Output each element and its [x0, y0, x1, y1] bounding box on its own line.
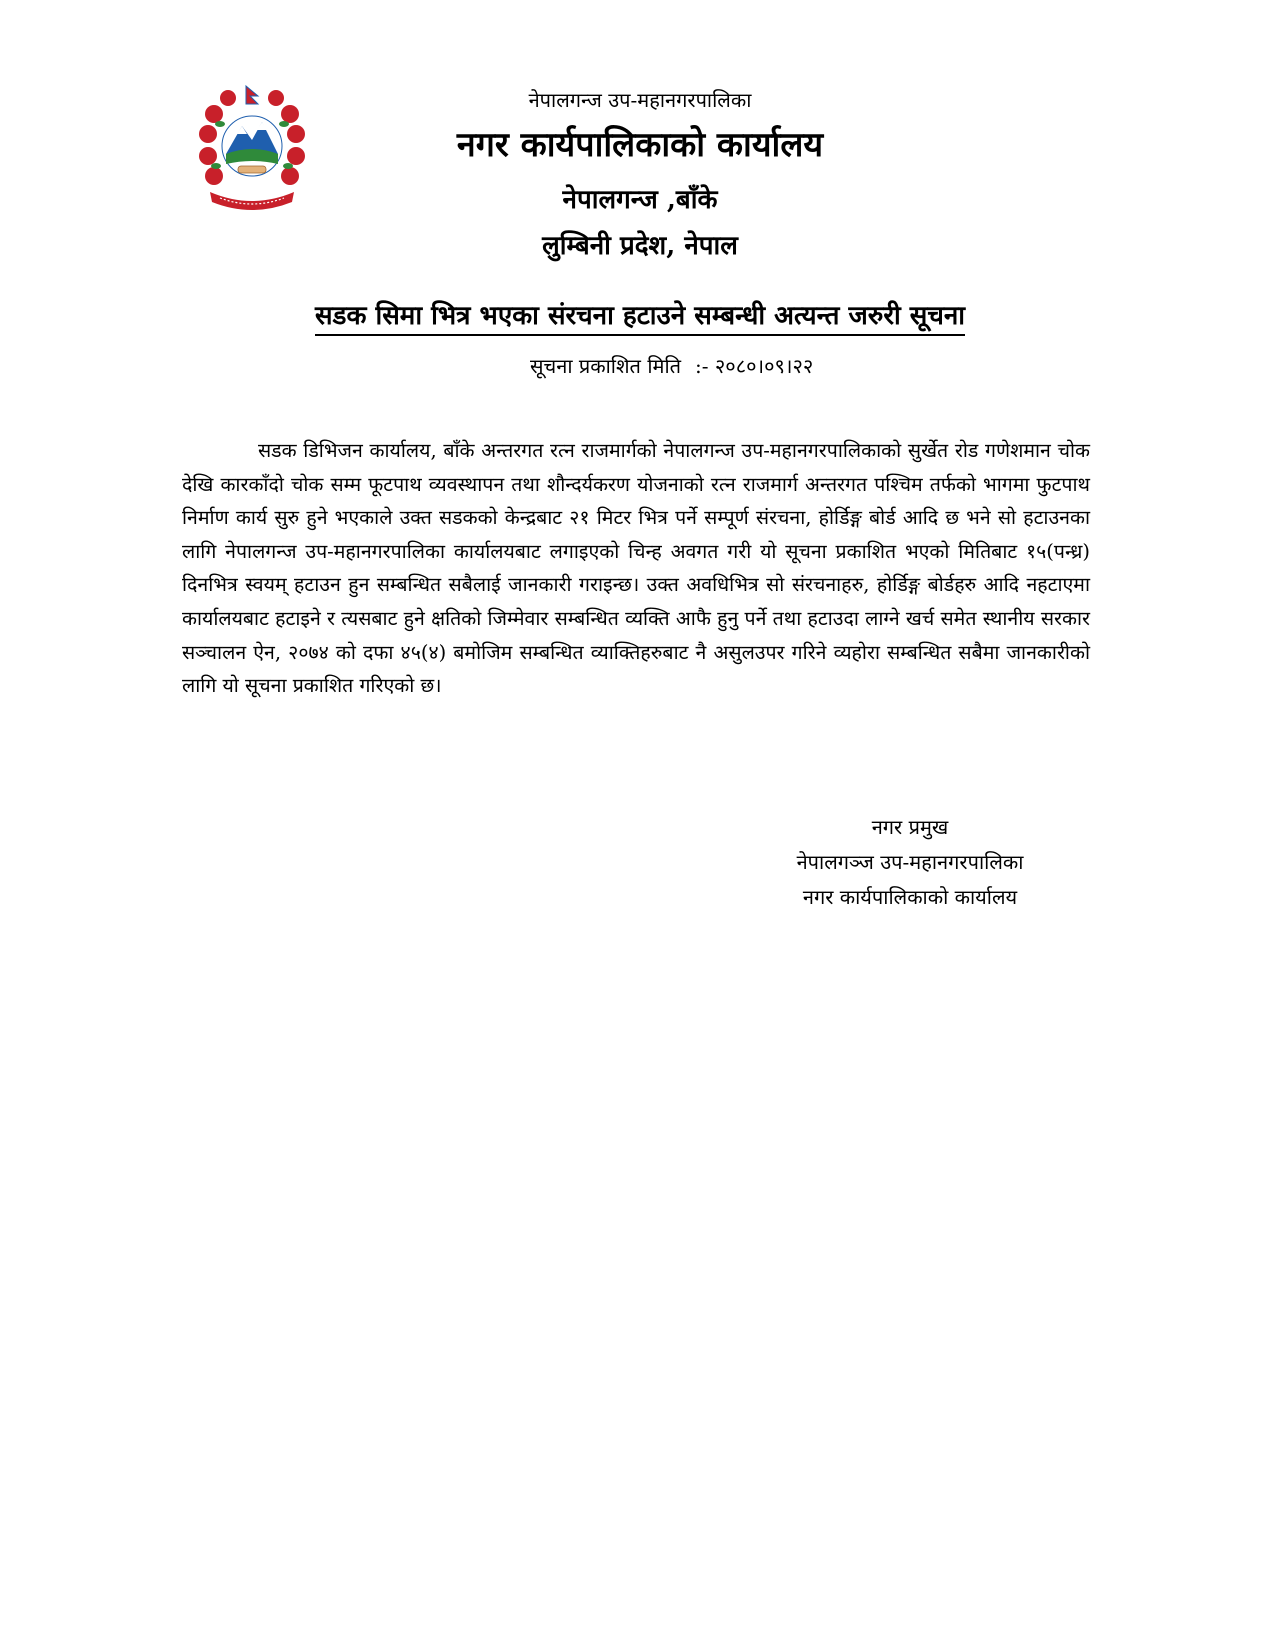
- province-country: लुम्बिनी प्रदेश, नेपाल: [542, 231, 738, 261]
- publication-date: [530, 352, 813, 379]
- office-name: नगर कार्यपालिकाको कार्यालय: [456, 125, 824, 165]
- signatory-municipality: नेपालगञ्ज उप-महानगरपालिका: [796, 850, 1024, 874]
- city-district: नेपालगन्ज ,बाँके: [562, 185, 718, 215]
- notice-title-text: सडक सिमा भित्र भएका संरचना हटाउने सम्बन्धी अत्यन्त जरुरी सूचना: [315, 301, 965, 336]
- signatory-office: नगर कार्यपालिकाको कार्यालय: [802, 885, 1018, 909]
- notice-title: [240, 296, 1040, 332]
- publication-date-label: सूचना प्रकाशित मिति: [530, 354, 682, 378]
- publication-date-value: :- २०८०।०९।२२: [695, 354, 814, 378]
- notice-body: सडक डिभिजन कार्यालय, बाँके अन्तरगत रत्न राजमार्गको नेपालगन्ज उप-महानगरपालिकाको सुर्खेत रोड गणेशमान चोक देखि कारकाँदो चोक सम्म फूटपाथ व्यवस्थापन तथा शौन्दर्यकरण योजनाको रत्न राजमार्ग अन्तरगत पश्चिम तर्फको भागमा फुटपाथ निर्माण कार्य सुरु हुने भएकाले उक्त सडकको केन्द्रबाट २१ मिटर भित्र पर्ने सम्पूर्ण संरचना, होर्डिङ्ग बोर्ड आदि छ भने सो हटाउनका लागि नेपालगन्ज उप-महानगरपालिका कार्यालयबाट लगाइएको चिन्ह अवगत गरी यो सूचना प्रकाशित भएको मितिबाट १५(पन्ध्र) दिनभित्र स्वयम् हटाउन हुन सम्बन्धित सबैलाई जानकारी गराइन्छ। उक्त अवधिभित्र सो संरचनाहरु, होर्डिङ्ग बोर्डहरु आदि नहटाएमा कार्यालयबाट हटाइने र त्यसबाट हुने क्षतिको जिम्मेवार सम्बन्धित व्यक्ति आफै हुनु पर्ने तथा हटाउदा लाग्ने खर्च समेत स्थानीय सरकार सञ्चालन ऐन, २०७४ को दफा ४५(४) बमोजिम सम्बन्धित व्याक्तिहरुबाट नै असुलउपर गरिने व्यहोरा सम्बन्धित सबैमा जानकारीको लागि यो सूचना प्रकाशित गरिएको छ।: [182, 439, 1090, 698]
- signatory-title: नगर प्रमुख: [871, 815, 949, 839]
- municipality-name: नेपालगन्ज उप-महानगरपालिका: [528, 88, 752, 112]
- signature-block: [720, 810, 1100, 915]
